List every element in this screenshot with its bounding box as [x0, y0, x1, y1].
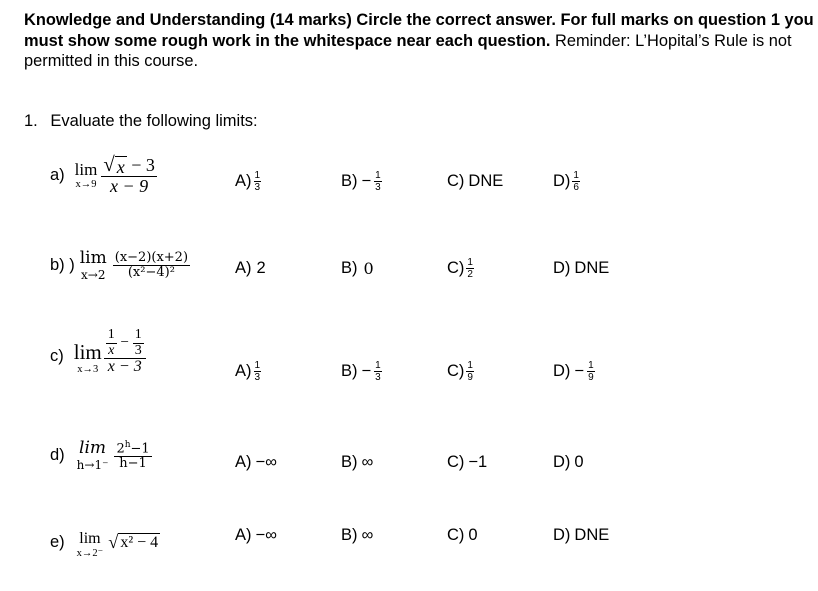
option-value: −∞	[255, 453, 277, 471]
option-value: DNE	[574, 526, 610, 544]
option-fraction	[466, 360, 474, 383]
option-value: 0	[363, 259, 374, 278]
part-d-expression	[50, 440, 152, 471]
option-value: 0	[574, 453, 584, 471]
option-letter: C)	[447, 172, 465, 190]
option-fraction	[587, 360, 595, 383]
inner-fraction-1	[106, 328, 117, 358]
option-a-A[interactable]	[235, 170, 261, 193]
option-c-B[interactable]	[341, 360, 382, 383]
part-a-numerator	[101, 155, 157, 177]
question-text: Evaluate the following limits:	[50, 112, 258, 130]
option-letter: A)	[235, 453, 252, 471]
option-letter: B)	[341, 453, 358, 471]
frac-den: 3	[375, 372, 381, 383]
inner-den-2: 3	[134, 342, 142, 358]
frac-num: 1	[588, 360, 594, 371]
instructions-bold: Knowledge and Understanding (14 marks) Circle the correct answer. For full marks on question 1 you must show some rough work in the whitespace near each question.	[24, 11, 814, 50]
inner-operator: −	[120, 334, 129, 351]
limit-subscript: x→2	[81, 268, 106, 282]
limit-operator: lim	[74, 159, 98, 179]
option-value: DNE	[574, 259, 610, 277]
limit-operator: lim	[79, 438, 107, 458]
limit-operator: lim	[79, 530, 101, 547]
option-letter: C)	[447, 526, 465, 544]
option-letter: D)	[553, 259, 571, 277]
option-d-B[interactable]	[341, 453, 373, 472]
question-number: 1.	[24, 112, 38, 130]
inner-num-1: 1	[107, 327, 115, 342]
option-sign: −	[361, 362, 372, 380]
option-letter: D)	[553, 172, 571, 190]
part-a-label: a)	[50, 165, 65, 184]
part-b-numerator: (x−2)(x+2)	[114, 250, 189, 266]
frac-den: 3	[375, 182, 381, 193]
option-value: 0	[468, 526, 478, 544]
part-d-limit	[77, 440, 109, 471]
option-value: DNE	[468, 172, 504, 190]
option-c-D[interactable]	[553, 360, 595, 383]
frac-num: 1	[573, 170, 579, 181]
numerator-base: 2	[116, 441, 125, 457]
part-b-expression	[50, 250, 190, 281]
option-letter: B)	[341, 172, 358, 190]
part-c-denominator: x − 3	[107, 358, 142, 376]
option-b-B[interactable]	[341, 259, 374, 278]
option-letter: C)	[447, 259, 465, 277]
option-e-D[interactable]	[553, 526, 609, 545]
part-e-limit	[77, 531, 104, 560]
numerator-rest: −1	[130, 441, 150, 457]
part-c-expression	[50, 328, 146, 376]
part-d-label: d)	[50, 446, 65, 464]
instructions-reminder: Reminder: L’Hopital’s Rule is not permitted in this course.	[24, 31, 792, 70]
radicand: x	[116, 156, 125, 177]
option-fraction	[374, 170, 382, 193]
numerator-exponent: h	[124, 439, 131, 450]
option-letter: C)	[447, 362, 465, 380]
part-d-denominator: h−1	[119, 455, 147, 471]
limit-subscript: x→9	[75, 178, 97, 190]
option-letter: A)	[235, 362, 252, 380]
question-1	[24, 112, 258, 131]
option-d-C[interactable]	[447, 453, 487, 472]
part-e-label: e)	[50, 532, 65, 551]
option-sign: −	[361, 172, 372, 190]
option-value: −∞	[255, 526, 277, 544]
option-e-C[interactable]	[447, 526, 478, 545]
frac-num: 1	[467, 257, 473, 268]
option-letter: A)	[235, 526, 252, 544]
inner-fraction-2	[133, 328, 144, 358]
part-b-denominator: (x²−4)²	[127, 265, 175, 280]
frac-den: 3	[254, 372, 261, 383]
part-e-expression	[50, 525, 160, 560]
option-letter: B)	[341, 362, 358, 380]
inner-den-1: x	[108, 342, 115, 358]
option-value: ∞	[361, 453, 374, 471]
option-value: −1	[468, 453, 488, 471]
option-letter: D)	[553, 362, 571, 380]
option-c-C[interactable]	[447, 360, 474, 383]
option-letter: C)	[447, 453, 465, 471]
frac-num: 1	[254, 360, 261, 371]
frac-num: 1	[254, 170, 261, 181]
inner-num-2: 1	[134, 327, 142, 342]
option-value: ∞	[361, 526, 374, 544]
option-b-C[interactable]	[447, 257, 474, 280]
option-letter: A)	[235, 172, 252, 190]
option-c-A[interactable]	[235, 360, 261, 383]
option-a-C[interactable]	[447, 172, 503, 191]
frac-den: 6	[573, 182, 579, 193]
frac-den: 3	[254, 182, 261, 193]
option-d-A[interactable]	[235, 453, 277, 472]
frac-den: 9	[467, 372, 473, 383]
sqrt-symbol: √ x	[103, 154, 125, 177]
frac-den: 2	[467, 269, 473, 280]
option-d-D[interactable]	[553, 453, 584, 472]
part-b-label: b) )	[50, 256, 75, 274]
limit-subscript: x→3	[77, 364, 99, 376]
limit-operator: lim	[73, 340, 102, 365]
option-e-B[interactable]	[341, 526, 373, 545]
option-fraction	[254, 170, 262, 193]
instructions-header	[24, 10, 814, 72]
option-fraction	[572, 170, 580, 193]
part-d-numerator	[114, 441, 151, 457]
option-fraction	[466, 257, 474, 280]
option-b-A[interactable]	[235, 259, 266, 278]
part-a-fraction	[101, 155, 157, 196]
option-letter: B)	[341, 526, 358, 544]
part-c-limit	[74, 342, 102, 376]
part-c-numerator	[104, 328, 146, 359]
frac-num: 1	[375, 360, 381, 371]
option-letter: A)	[235, 259, 252, 277]
option-letter: B)	[341, 259, 358, 277]
part-a-limit	[75, 161, 98, 191]
part-b-fraction	[113, 251, 190, 279]
option-fraction	[254, 360, 262, 383]
limit-operator: lim	[79, 248, 107, 268]
option-e-A[interactable]	[235, 526, 277, 545]
numerator-rest: − 3	[126, 155, 155, 175]
part-c-fraction	[104, 328, 146, 376]
frac-den: 9	[588, 372, 594, 383]
sqrt-symbol: √ x² − 4	[108, 532, 159, 553]
part-b-limit	[80, 250, 107, 281]
option-b-D[interactable]	[553, 259, 609, 278]
option-value: 2	[256, 259, 266, 277]
part-a-expression	[50, 155, 157, 196]
option-a-B[interactable]	[341, 170, 382, 193]
frac-num: 1	[375, 170, 381, 181]
frac-num: 1	[467, 360, 473, 371]
option-a-D[interactable]	[553, 170, 580, 193]
limit-subscript: x→2⁻	[76, 548, 104, 559]
radicand: x² − 4	[120, 534, 159, 552]
limit-subscript: h→1⁻	[76, 458, 109, 472]
option-fraction	[374, 360, 382, 383]
part-c-label: c)	[50, 346, 64, 365]
option-letter: D)	[553, 453, 571, 471]
option-letter: D)	[553, 526, 571, 544]
part-a-denominator: x − 9	[110, 175, 149, 196]
part-d-fraction	[114, 441, 151, 471]
option-sign: −	[574, 362, 585, 380]
